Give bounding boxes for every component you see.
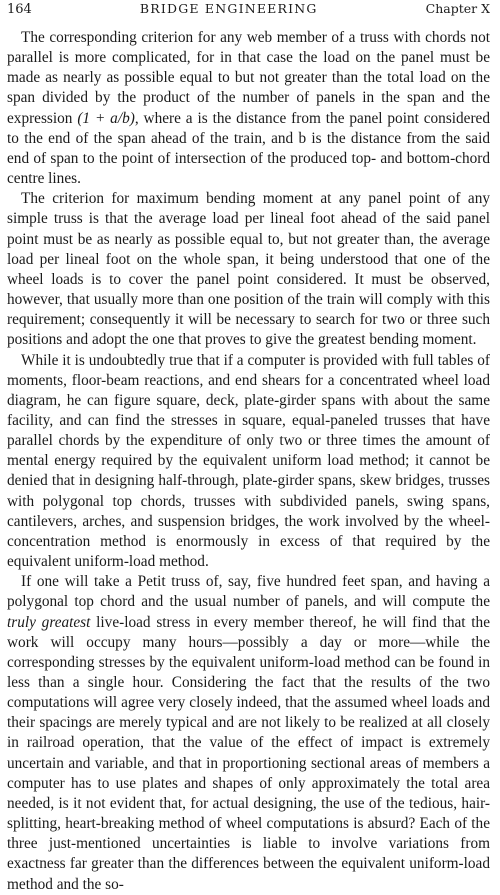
paragraph-2-text: The criterion for maximum bending moment at any panel point of any simple truss is that the average load per lineal foot ahead of the said panel point must be as nearly as possible equal to, but not greater than, the average load per lineal foot on the whole span, it being understood that one of the wheel loads is to cover the panel point considered. It must be observed, however, that usually more than one position of the train will comply with this requirement; consequently it will be necessary to search for two or three such positions and adopt the one that proves to give the greatest bending moment.: [7, 190, 490, 349]
running-header: [7, 0, 490, 23]
running-title: BRIDGE ENGINEERING: [139, 1, 318, 16]
page-number: 164: [7, 2, 32, 17]
emphasis-truly-greatest: truly greatest: [7, 613, 91, 631]
formula: (1 + a/b): [77, 109, 135, 127]
paragraph-1: [7, 28, 490, 189]
paragraph-1-text: The corresponding criterion for any web member of a truss with chords not parallel is more complicated, for in that case the load on the panel must be made as nearly as possible equal to but not greater than the total load on the span divided by the product of the number of panels in the span and the expression: [7, 29, 490, 127]
chapter-label: Chapter X: [425, 1, 490, 16]
paragraph-3: [7, 351, 490, 573]
paragraph-2: [7, 189, 490, 350]
body-text: [7, 28, 490, 895]
paragraph-1-text-after: , where a is the distance from the panel point considered to the end of the span ahead of the train, and b is the distance from the said end of span to the point of intersection of the produced top- and bottom-chord centre lines.: [7, 109, 490, 188]
paragraph-4: [7, 572, 490, 895]
paragraph-3-text: While it is undoubtedly true that if a computer is provided with full tables of moments, floor-beam reactions, and end shears for a concentrated wheel load diagram, he can figure square, deck, plate-girder spans with about the same facility, and can find the stresses in square, equal-paneled trusses that have parallel chords by the expenditure of only two or three times the amount of mental energy required by the equivalent uniform load method; it cannot be denied that in designing half-through, plate-girder spans, skew bridges, trusses with polygonal top chords, trusses with subdivided panels, swing spans, cantilevers, arches, and suspension bridges, the work involved by the wheel-concentration method is enormously in excess of that required by the equivalent uniform-load method.: [7, 351, 490, 571]
paragraph-4-text-after: live-load stress in every member thereof, he will find that the work will occupy many hours—possibly a day or more—while the corresponding stresses by the equivalent uniform-load method can be found in less than a single hour. Considering the fact that the results of the two computations will agree very closely indeed, that the assumed wheel loads and their spacings are merely typical and are not likely to be realized at all closely in railroad operation, that the value of the effect of impact is extremely uncertain and variable, and that in proportioning sectional areas of members a computer has to use plates and shapes of only approximately the total area needed, is it not evident that, for actual designing, the use of the tedious, hair-splitting, heart-breaking method of wheel computations is absurd? Each of the three just-mentioned uncertainties is liable to involve variations from exactness far greater than the differences between the equivalent uniform-load method and the so-: [7, 613, 490, 893]
paragraph-4-text: If one will take a Petit truss of, say, five hundred feet span, and having a polygonal top chord and the usual number of panels, and will compute the: [7, 573, 490, 611]
